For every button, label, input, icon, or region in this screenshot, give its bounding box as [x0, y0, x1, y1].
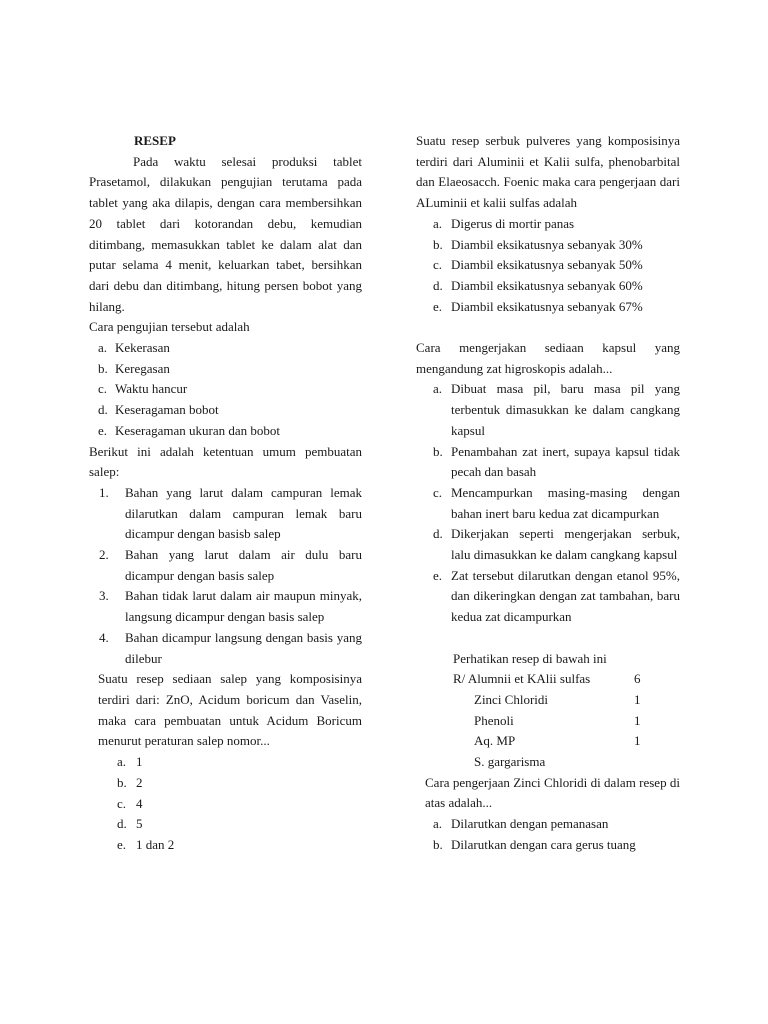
option-marker: c. [98, 381, 108, 397]
spacer [416, 628, 680, 649]
rule-item [89, 545, 362, 586]
question-5-text: Cara pengerjaan Zinci Chloridi di dalam resep di atas adalah... [425, 774, 680, 811]
recipe-ingredient: S. gargarisma [474, 754, 546, 770]
option-text: Diambil eksikatusnya sebanyak 30% [451, 236, 643, 252]
option-item [416, 835, 680, 856]
recipe-ingredient: R/ Alumnii et KAlii sulfas [453, 671, 591, 687]
recipe-row [453, 690, 680, 711]
question-1-prompt: Cara pengujian tersebut adalah [89, 319, 250, 335]
option-text: Dilarutkan dengan cara gerus tuang [451, 836, 636, 852]
option-marker: a. [117, 754, 127, 770]
option-text: Kekerasan [115, 340, 170, 356]
rule-item [89, 483, 362, 545]
option-item [89, 421, 362, 442]
option-text: Dilarutkan dengan pemanasan [451, 816, 609, 832]
option-marker: e. [98, 422, 108, 438]
recipe-block [416, 649, 680, 773]
option-marker: a. [98, 340, 108, 356]
recipe-ingredient: Zinci Chloridi [474, 691, 549, 707]
question-3-options [416, 214, 680, 318]
rule-marker: 1. [99, 484, 109, 500]
question-1-text: Pada waktu selesai produksi tablet Prasetamol, dilakukan pengujian terutama pada tablet yang aka dilapis, dengan cara membersihkan 20 tablet dari kotorandan debu, kemudian ditimbang, memasukkan tablet ke dalam alat dan putar selama 4 menit, keluarkan tabet, bersihkan dari debu dan ditimbang, hitung persen bobot yang hilang. [89, 153, 362, 314]
rule-marker: 4. [99, 629, 109, 645]
option-item [89, 773, 362, 794]
recipe-ingredient: Aq. MP [474, 733, 516, 749]
question-2-text: Suatu resep sediaan salep yang komposisinya terdiri dari: ZnO, Acidum boricum dan Vaselin, maka cara pembuatan untuk Acidum Boricum menurut peraturan salep nomor... [98, 671, 362, 749]
option-item [416, 483, 680, 524]
option-text: Keseragaman bobot [115, 402, 219, 418]
rule-item [89, 586, 362, 627]
option-text: Mencampurkan masing-masing dengan bahan inert baru kedua zat dicampurkan [451, 484, 680, 521]
recipe-row [453, 731, 680, 752]
option-marker: a. [433, 381, 443, 397]
option-item [416, 442, 680, 483]
option-marker: d. [98, 402, 108, 418]
rule-item [89, 628, 362, 669]
option-marker: b. [98, 360, 108, 376]
option-marker: d. [117, 816, 127, 832]
rule-text: Bahan tidak larut dalam air maupun minyak, langsung dicampur dengan basis salep [125, 588, 362, 625]
option-item [416, 524, 680, 565]
spacer [416, 317, 680, 338]
option-item [416, 214, 680, 235]
option-marker: b. [117, 774, 127, 790]
option-item [416, 814, 680, 835]
option-marker: a. [433, 215, 443, 231]
option-item [416, 276, 680, 297]
option-text: Dikerjakan seperti mengerjakan serbuk, lalu dimasukkan ke dalam cangkang kapsul [451, 526, 680, 563]
option-item [89, 359, 362, 380]
option-text: Diambil eksikatusnya sebanyak 50% [451, 257, 643, 273]
option-text: Diambil eksikatusnya sebanyak 60% [451, 277, 643, 293]
option-text: 1 dan 2 [136, 836, 175, 852]
option-marker: c. [117, 795, 127, 811]
option-marker: b. [433, 836, 443, 852]
option-item [89, 379, 362, 400]
option-item [89, 814, 362, 835]
option-item [89, 794, 362, 815]
option-text: 4 [136, 795, 143, 811]
option-marker: d. [433, 277, 443, 293]
option-marker: c. [433, 484, 443, 500]
option-item [89, 752, 362, 773]
option-text: 5 [136, 816, 143, 832]
option-item [416, 255, 680, 276]
option-marker: b. [433, 443, 443, 459]
question-1-options [89, 338, 362, 442]
left-column [89, 131, 362, 856]
recipe-quantity: 1 [634, 733, 641, 749]
recipe-row [453, 711, 680, 732]
recipe-row [453, 752, 680, 773]
recipe-ingredient: Phenoli [474, 712, 514, 728]
rule-text: Bahan dicampur langsung dengan basis yang dilebur [125, 629, 362, 666]
question-2-options [89, 752, 362, 856]
recipe-row [453, 669, 680, 690]
option-item [416, 379, 680, 441]
salep-rules-list [89, 483, 362, 669]
recipe-quantity: 1 [634, 691, 641, 707]
option-text: Zat tersebut dilarutkan dengan etanol 95%, dan dikeringkan dengan zat tambahan, baru kedua zat dicampurkan [451, 567, 680, 625]
option-item [89, 338, 362, 359]
option-marker: e. [433, 298, 443, 314]
option-text: Diambil eksikatusnya sebanyak 67% [451, 298, 643, 314]
option-marker: b. [433, 236, 443, 252]
question-3-text: Suatu resep serbuk pulveres yang komposisinya terdiri dari Aluminii et Kalii sulfa, phenobarbital dan Elaeosacch. Foenic maka cara pengerjaan dari ALuminii et kalii sulfas adalah [416, 133, 680, 211]
recipe-quantity: 1 [634, 712, 641, 728]
question-5-options [416, 814, 680, 855]
question-4-options [416, 379, 680, 627]
option-marker: e. [117, 836, 127, 852]
section-title: RESEP [134, 133, 176, 148]
question-2-intro: Berikut ini adalah ketentuan umum pembuatan salep: [89, 443, 362, 480]
option-marker: c. [433, 257, 443, 273]
option-text: Digerus di mortir panas [451, 215, 575, 231]
option-text: Keseragaman ukuran dan bobot [115, 422, 280, 438]
option-item [89, 400, 362, 421]
option-item [416, 235, 680, 256]
question-5-intro: Perhatikan resep di bawah ini [453, 650, 607, 666]
option-item [89, 835, 362, 856]
option-item [416, 297, 680, 318]
right-column [416, 131, 680, 856]
rule-marker: 3. [99, 588, 109, 604]
option-marker: a. [433, 816, 443, 832]
option-text: Penambahan zat inert, supaya kapsul tidak pecah dan basah [451, 443, 680, 480]
option-text: Waktu hancur [115, 381, 188, 397]
rule-marker: 2. [99, 547, 109, 563]
rule-text: Bahan yang larut dalam air dulu baru dicampur dengan basis salep [125, 547, 362, 583]
rule-text: Bahan yang larut dalam campuran lemak dilarutkan dalam campuran lemak baru dicampur dengan basisb salep [125, 484, 362, 542]
option-text: 2 [136, 774, 143, 790]
option-text: Dibuat masa pil, baru masa pil yang terbentuk dimasukkan ke dalam cangkang kapsul [451, 381, 680, 438]
recipe-quantity [634, 752, 654, 773]
question-4-text: Cara mengerjakan sediaan kapsul yang mengandung zat higroskopis adalah... [416, 340, 680, 376]
option-marker: d. [433, 526, 443, 542]
option-text: Keregasan [115, 360, 170, 376]
option-item [416, 566, 680, 628]
option-text: 1 [136, 754, 143, 770]
recipe-quantity: 6 [634, 671, 641, 687]
option-marker: e. [433, 567, 443, 583]
